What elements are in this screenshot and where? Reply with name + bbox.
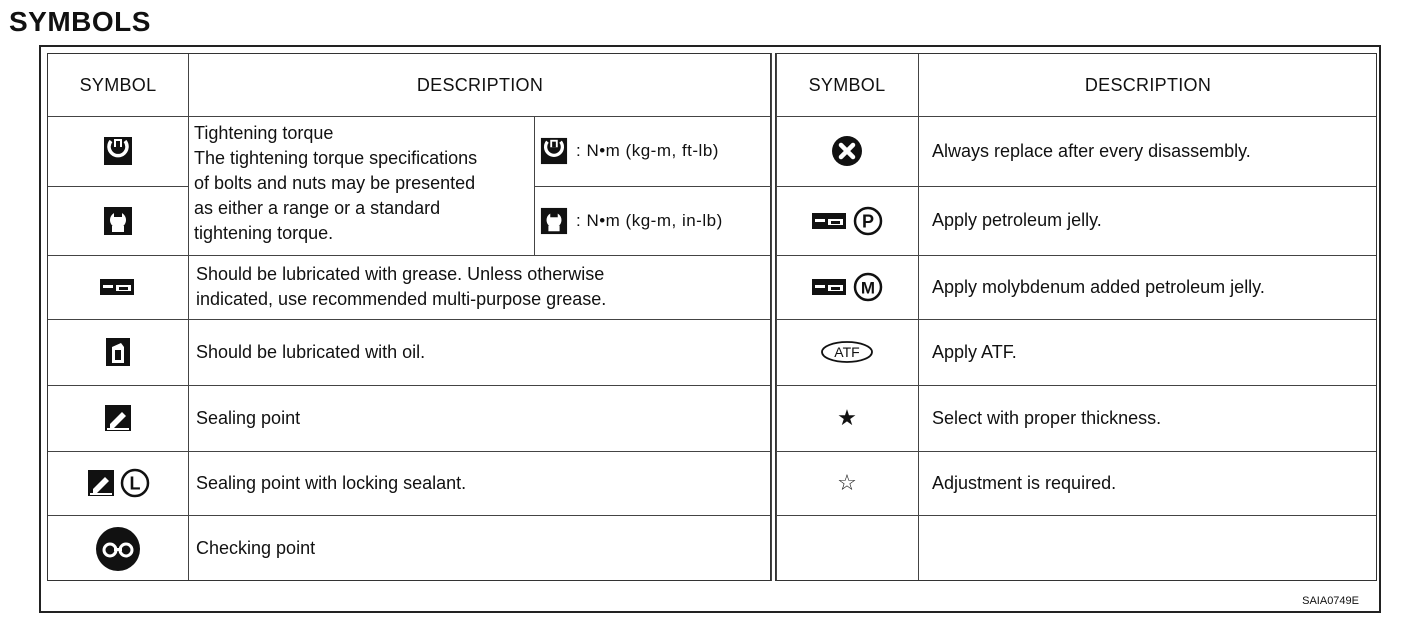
locking-letter: L [129,473,140,494]
torque-unit-ft [534,116,772,186]
outline-star-glyph: ☆ [837,470,857,495]
petroleum-jelly-icon [776,186,918,255]
checking-point-icon [48,515,188,582]
page-title: SYMBOLS [9,6,151,37]
molybdenum-letter: M [860,278,875,298]
empty-description-cell [918,515,1378,582]
left-table [47,53,771,581]
replace-description: Always replace after every disassembly. [932,140,1251,161]
torque-wrench-solid-icon [540,207,568,235]
letter-l-circle-icon [120,468,150,498]
atf-icon [776,319,918,385]
torque-unit-in [534,186,772,255]
right-symbol-header: SYMBOL [808,74,886,95]
filled-star-icon [776,385,918,451]
letter-m-circle-icon [853,272,883,302]
grease-line: indicated, use recommended multi-purpose grease. [196,289,607,309]
oil-description: Should be lubricated with oil. [196,341,426,362]
sealing-point-icon [87,469,115,497]
symbols-frame [39,45,1381,613]
adjustment-description: Adjustment is required. [932,472,1117,493]
empty-symbol-cell [776,515,918,582]
torque-line: The tightening torque specifications [194,148,478,168]
right-description-header: DESCRIPTION [1084,74,1212,95]
grease-description [188,255,772,319]
grease-gun-icon [812,211,848,231]
torque-description [188,116,534,255]
grease-gun-icon [812,277,848,297]
replace-icon [776,116,918,186]
torque-wrench-icon [540,137,568,165]
right-table [775,53,1377,581]
torque-line: as either a range or a standard [194,198,441,218]
oil-can-icon [48,319,188,385]
outline-star-icon [776,451,918,515]
torque-wrench-icon [48,116,188,186]
molybdenum-description: Apply molybdenum added petroleum jelly. [932,276,1265,297]
torque-unit-in-label: : N•m (kg-m, in-lb) [576,210,723,230]
molybdenum-jelly-icon [776,255,918,319]
left-symbol-header: SYMBOL [79,74,157,95]
figure-code: SAIA0749E [1302,595,1359,607]
sealing-point-icon [48,385,188,451]
atf-description: Apply ATF. [932,341,1017,362]
torque-line: of bolts and nuts may be presented [194,173,476,193]
torque-line: tightening torque. [194,223,334,243]
atf-symbol-text: ATF [834,344,860,360]
sealing-description: Sealing point [196,407,301,428]
thickness-description: Select with proper thickness. [932,407,1162,428]
torque-line: Tightening torque [194,123,334,143]
filled-star-glyph: ★ [837,405,857,430]
grease-line: Should be lubricated with grease. Unless otherwise [196,264,605,284]
letter-p-circle-icon [853,206,883,236]
torque-unit-ft-label: : N•m (kg-m, ft-lb) [576,141,719,160]
sealing-locking-description: Sealing point with locking sealant. [196,472,467,493]
petroleum-letter: P [861,211,874,231]
left-description-header: DESCRIPTION [416,74,544,95]
checking-description: Checking point [196,538,316,558]
locking-sealant-icon [48,451,188,515]
torque-wrench-solid-icon [48,186,188,255]
grease-gun-icon [48,255,188,319]
petroleum-description: Apply petroleum jelly. [932,210,1102,230]
